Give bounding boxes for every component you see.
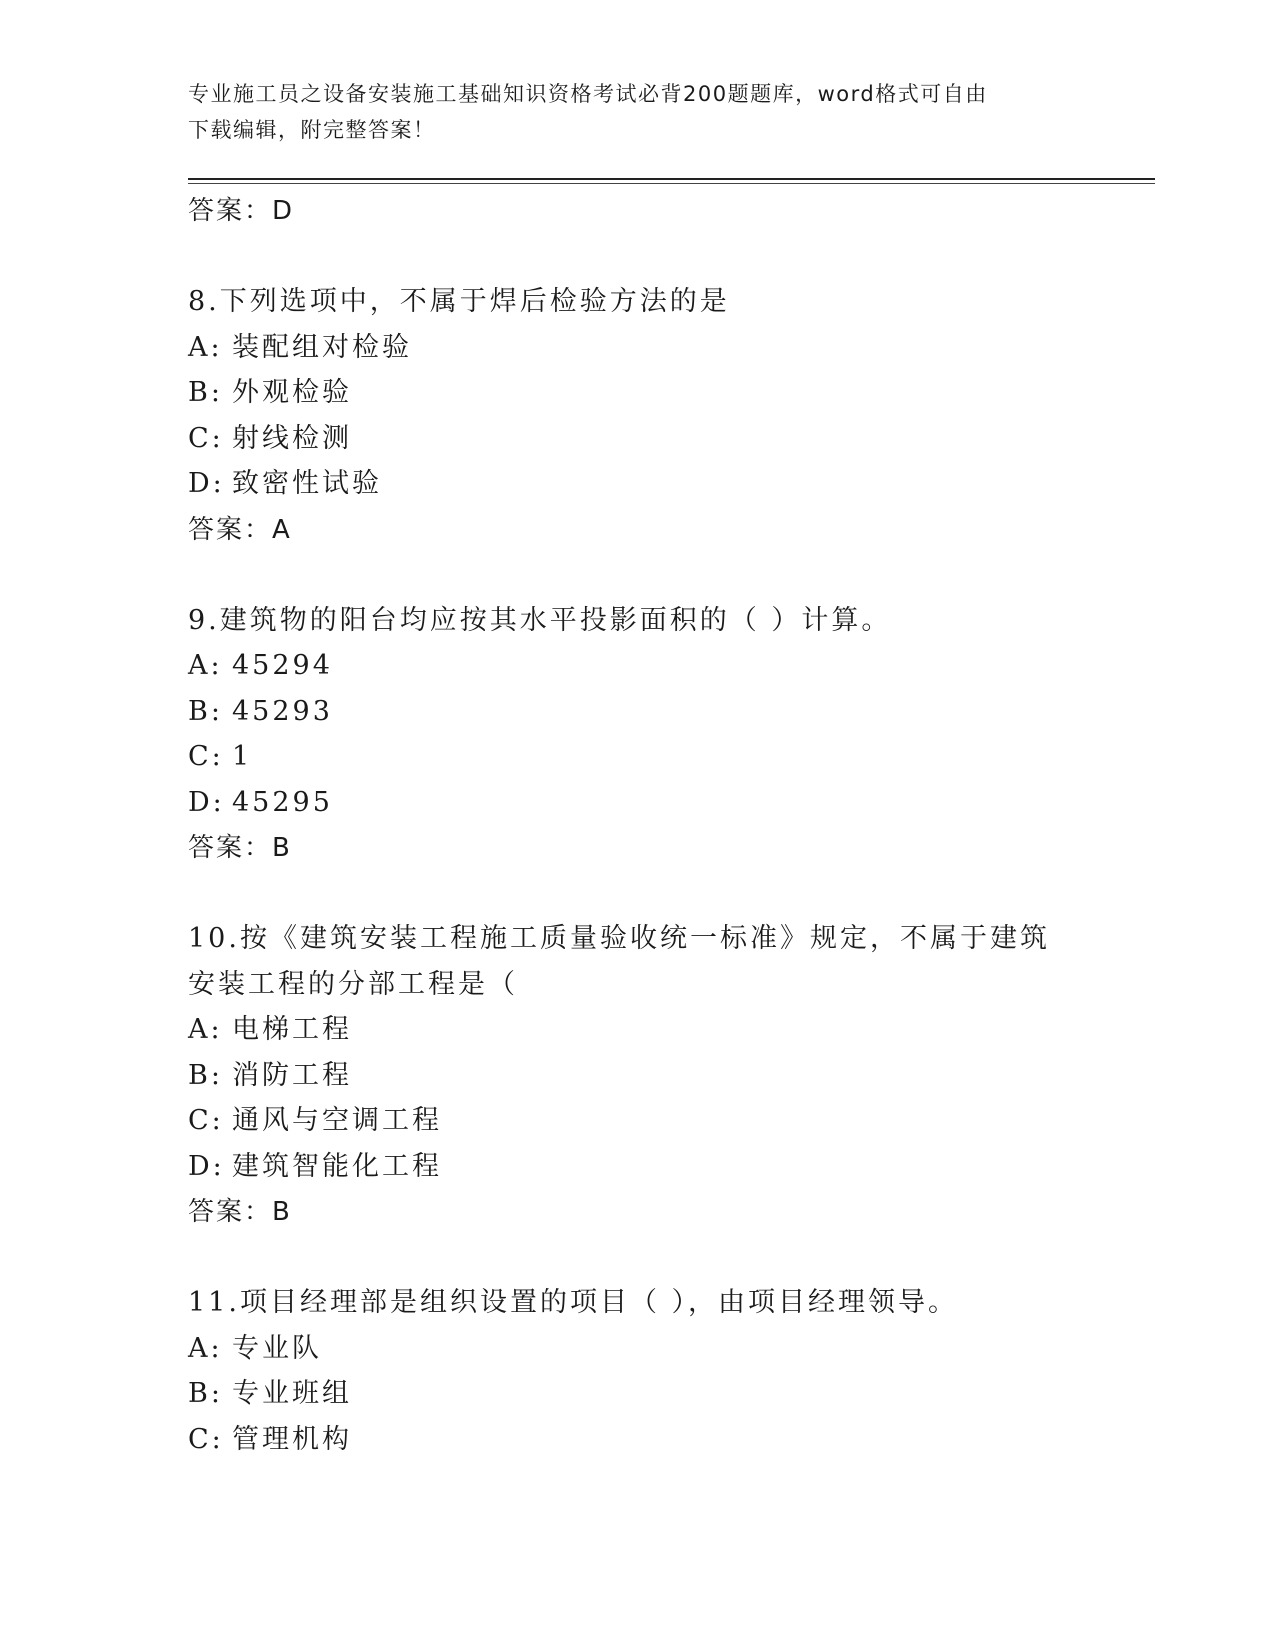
option-text: 致密性试验 <box>232 468 382 499</box>
option-text: 专业班组 <box>232 1378 352 1409</box>
question-number: 8. <box>188 286 220 317</box>
header-divider-thin <box>188 183 1155 184</box>
document-header <box>188 76 1088 148</box>
option-text: 通风与空调工程 <box>232 1105 442 1136</box>
header-line-2: 下载编辑，附完整答案！ <box>188 118 436 142</box>
option-text: 电梯工程 <box>232 1014 352 1045</box>
question-text <box>188 279 1088 325</box>
option-c <box>188 416 1088 462</box>
option-key: A: <box>188 650 223 681</box>
option-key: D: <box>188 468 225 499</box>
question-list <box>188 188 1088 1462</box>
option-b <box>188 370 1088 416</box>
option-c <box>188 1098 1088 1144</box>
answer-line: 答案：A <box>188 514 292 545</box>
answer-line: 答案：B <box>188 833 292 863</box>
question-spacer <box>188 1235 1088 1280</box>
option-text: 45295 <box>232 786 333 818</box>
option-d <box>188 461 1088 507</box>
answer-line: 答案：D <box>188 196 295 226</box>
question-9 <box>188 598 1088 872</box>
question-spacer <box>188 234 1088 279</box>
option-text: 装配组对检验 <box>232 331 412 363</box>
option-key: D: <box>188 1150 225 1182</box>
question-stem: 按《建筑安装工程施工质量验收统一标准》规定，不属于建筑安装工程的分部工程是（ <box>188 923 1050 1000</box>
option-key: D: <box>188 786 225 818</box>
option-text: 建筑智能化工程 <box>232 1150 442 1182</box>
question-text <box>188 598 1088 644</box>
option-c <box>188 734 1088 780</box>
option-a <box>188 325 1088 371</box>
option-text: 射线检测 <box>232 422 352 454</box>
option-key: B: <box>188 1059 223 1091</box>
header-divider-thick <box>188 178 1155 180</box>
question-stem: 项目经理部是组织设置的项目（ ），由项目经理领导。 <box>239 1287 959 1318</box>
option-key: B: <box>188 1378 223 1409</box>
question-number: 9. <box>188 604 220 636</box>
question-text <box>188 916 1068 1007</box>
option-key: C: <box>188 422 224 454</box>
option-key: C: <box>188 1423 224 1455</box>
option-text: 管理机构 <box>232 1423 352 1455</box>
question-spacer <box>188 871 1088 916</box>
question-number: 11. <box>188 1287 240 1318</box>
option-key: C: <box>188 1105 224 1136</box>
option-a <box>188 1326 1088 1372</box>
option-text: 外观检验 <box>232 377 352 408</box>
option-d <box>188 1144 1088 1190</box>
answer-line: 答案：B <box>188 1197 292 1227</box>
option-d <box>188 780 1088 826</box>
option-key: C: <box>188 741 224 772</box>
option-c <box>188 1417 1088 1463</box>
question-stem: 建筑物的阳台均应按其水平投影面积的（ ）计算。 <box>219 604 892 636</box>
option-b <box>188 1053 1088 1099</box>
option-text: 45293 <box>232 695 333 727</box>
question-spacer <box>188 553 1088 598</box>
option-key: A: <box>188 1014 223 1045</box>
question-11 <box>188 1280 1088 1462</box>
option-text: 45294 <box>232 650 333 681</box>
option-a <box>188 643 1088 689</box>
option-key: B: <box>188 695 223 727</box>
option-b <box>188 1371 1088 1417</box>
header-line-1: 专业施工员之设备安装施工基础知识资格考试必背200题题库，word格式可自由 <box>188 82 988 106</box>
option-a <box>188 1007 1088 1053</box>
question-stem: 下列选项中，不属于焊后检验方法的是 <box>219 286 730 317</box>
question-text <box>188 1280 1088 1326</box>
question-number: 10. <box>188 923 240 954</box>
option-key: A: <box>188 331 223 363</box>
option-key: B: <box>188 377 223 408</box>
option-text: 1 <box>232 741 253 772</box>
option-key: A: <box>188 1332 223 1364</box>
question-8 <box>188 279 1088 553</box>
option-text: 消防工程 <box>232 1059 352 1091</box>
question-10 <box>188 916 1088 1235</box>
option-text: 专业队 <box>232 1332 322 1364</box>
option-b <box>188 689 1088 735</box>
